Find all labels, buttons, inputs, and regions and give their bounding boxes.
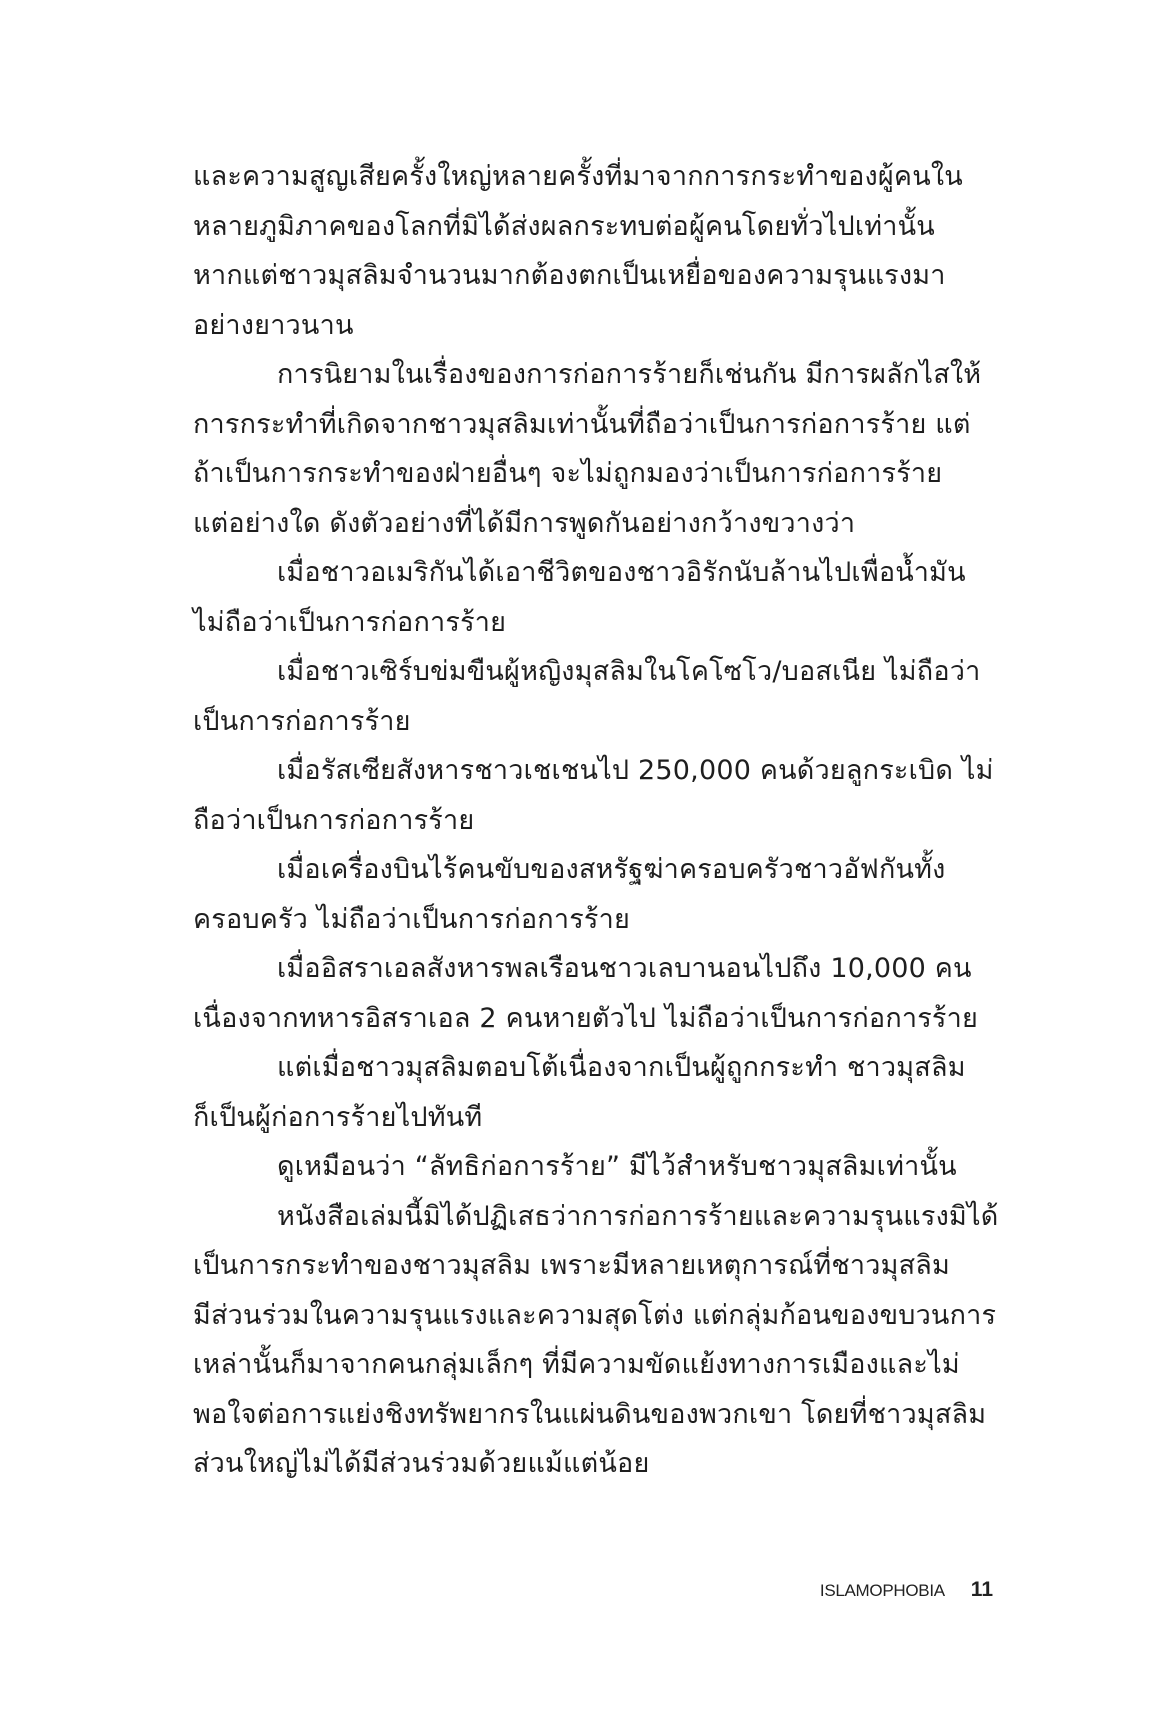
paragraph-first-line: เมื่อเครื่องบินไร้คนขับของสหรัฐฆ่าครอบครัวชาวอัฟกันทั้ง — [277, 854, 946, 885]
text-line: เป็นการกระทำของชาวมุสลิม เพราะมีหลายเหตุการณ์ที่ชาวมุสลิม — [193, 1250, 951, 1281]
text-line: เหล่านั้นก็มาจากคนกลุ่มเล็กๆ ที่มีความขัดแย้งทางการเมืองและไม่ — [193, 1349, 960, 1380]
text-line: ไม่ถือว่าเป็นการก่อการร้าย — [193, 606, 507, 638]
text-line: แต่อย่างใด ดังตัวอย่างที่ได้มีการพูดกันอย่างกว้างขวางว่า — [193, 507, 856, 539]
text-line: มีส่วนร่วมในความรุนแรงและความสุดโต่ง แต่กลุ่มก้อนของขบวนการ — [193, 1299, 997, 1331]
body-text — [193, 152, 999, 1489]
text-line: ก็เป็นผู้ก่อการร้ายไปทันที — [193, 1101, 483, 1133]
text-line: เนื่องจากทหารอิสราเอล 2 คนหายตัวไป ไม่ถือว่าเป็นการก่อการร้าย — [193, 1002, 979, 1034]
paragraph-first-line: การนิยามในเรื่องของการก่อการร้ายก็เช่นกัน มีการผลักไสให้ — [277, 359, 982, 390]
page-footer — [820, 1578, 993, 1608]
text-line: เป็นการก่อการร้าย — [193, 705, 411, 737]
text-line: หากแต่ชาวมุสลิมจำนวนมากต้องตกเป็นเหยื่อของความรุนแรงมา — [193, 260, 946, 291]
paragraph-first-line: เมื่ออิสราเอลสังหารพลเรือนชาวเลบานอนไปถึง 10,000 คน — [277, 953, 972, 984]
text-line: อย่างยาวนาน — [193, 309, 354, 341]
paragraph-first-line: เมื่อชาวเซิร์บข่มขืนผู้หญิงมุสลิมในโคโซโว/บอสเนีย ไม่ถือว่า — [277, 656, 981, 687]
paragraph-first-line: เมื่อชาวอเมริกันได้เอาชีวิตของชาวอิรักนับล้านไปเพื่อน้ำมัน — [277, 557, 966, 588]
text-line: และความสูญเสียครั้งใหญ่หลายครั้งที่มาจากการกระทำของผู้คนใน — [193, 161, 963, 192]
text-line: ถือว่าเป็นการก่อการร้าย — [193, 804, 475, 836]
page-number: 11 — [970, 1578, 993, 1601]
paragraph-first-line: เมื่อรัสเซียสังหารชาวเชเชนไป 250,000 คนด้วยลูกระเบิด ไม่ — [277, 755, 994, 786]
paragraph-first-line: แต่เมื่อชาวมุสลิมตอบโต้เนื่องจากเป็นผู้ถูกกระทำ ชาวมุสลิม — [277, 1052, 966, 1083]
text-line: พอใจต่อการแย่งชิงทรัพยากรในแผ่นดินของพวกเขา โดยที่ชาวมุสลิม — [193, 1398, 987, 1430]
paragraph-first-line: ดูเหมือนว่า “ลัทธิก่อการร้าย” มีไว้สำหรับชาวมุสลิมเท่านั้น — [277, 1151, 957, 1182]
paragraph-first-line: หนังสือเล่มนี้มิได้ปฏิเสธว่าการก่อการร้ายและความรุนแรงมิได้ — [277, 1200, 999, 1232]
text-line: ถ้าเป็นการกระทำของฝ่ายอื่นๆ จะไม่ถูกมองว่าเป็นการก่อการร้าย — [193, 458, 943, 489]
text-line: ครอบครัว ไม่ถือว่าเป็นการก่อการร้าย — [193, 903, 630, 935]
running-title: ISLAMOPHOBIA — [819, 1581, 945, 1600]
text-line: การกระทำที่เกิดจากชาวมุสลิมเท่านั้นที่ถือว่าเป็นการก่อการร้าย แต่ — [193, 408, 971, 440]
text-line: หลายภูมิภาคของโลกที่มิได้ส่งผลกระทบต่อผู้คนโดยทั่วไปเท่านั้น — [193, 210, 935, 242]
text-line: ส่วนใหญ่ไม่ได้มีส่วนร่วมด้วยแม้แต่น้อย — [193, 1448, 650, 1479]
